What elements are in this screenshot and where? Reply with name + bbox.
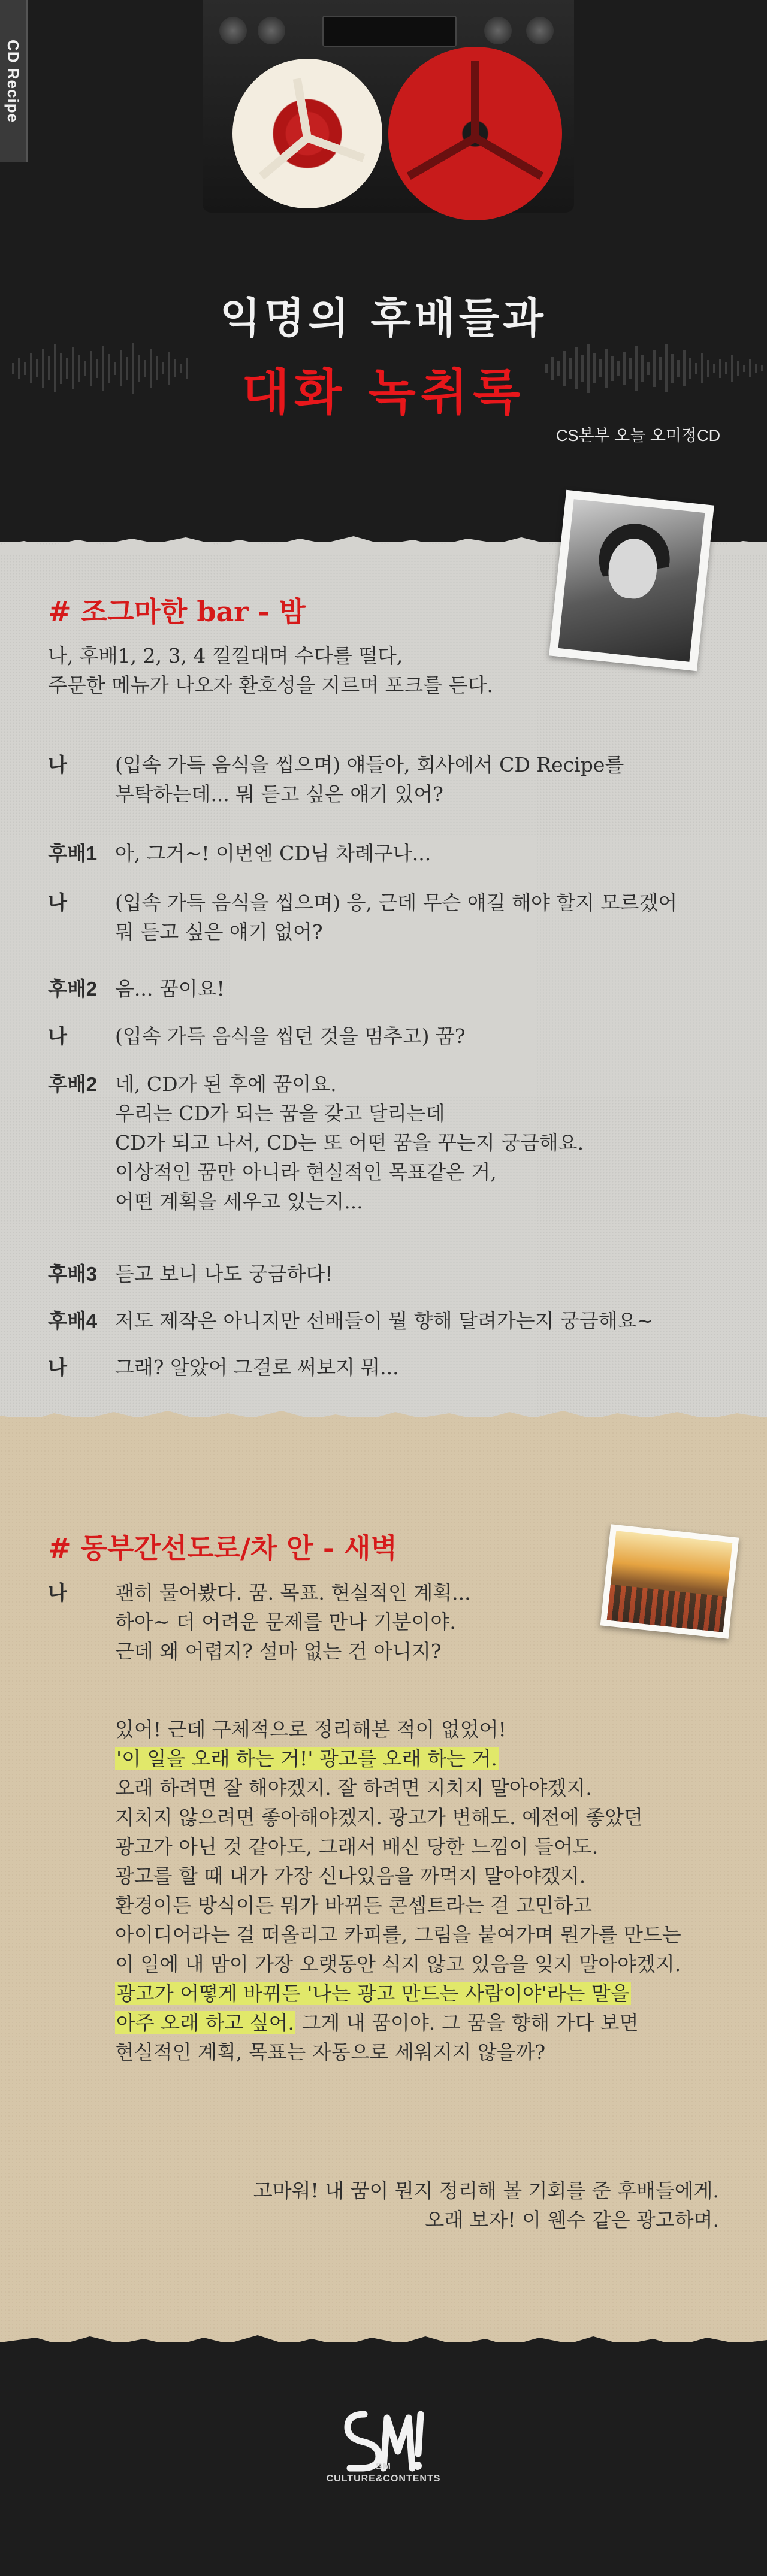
dialogue-line: 음... 꿈이요! — [115, 977, 225, 1000]
monologue-line — [115, 2008, 738, 2037]
monologue-line: 아이디어라는 걸 떠올리고 카피를, 그림을 붙여가며 뭔가를 만드는 — [115, 1923, 681, 1946]
monologue-block — [48, 1578, 719, 1666]
dialogue-row — [48, 1259, 719, 1289]
company-name — [0, 2461, 767, 2485]
page-title-line2: 대화 녹취록 — [241, 364, 526, 421]
dialogue-row — [48, 1353, 719, 1382]
dialogue-row — [48, 1069, 719, 1216]
dialogue-row — [48, 839, 719, 868]
deck-display — [322, 16, 457, 47]
sign-off-line: 고마워! 내 꿈이 뭔지 정리해 볼 기회를 준 후배들에게. — [253, 2179, 719, 2202]
company-name-line1: SM — [376, 2462, 391, 2472]
dialogue-line: 어떤 계획을 세우고 있는지... — [115, 1190, 363, 1213]
monologue-line: 오래 하려면 잘 해야겠지. 잘 하려면 지치지 말아야겠지. — [115, 1776, 592, 1800]
speaker-label: 후배3 — [48, 1263, 98, 1285]
highlighted-text: '이 일을 오래 하는 거!' 광고를 오래 하는 거. — [116, 1747, 497, 1770]
speaker-label: 나 — [48, 891, 67, 914]
speaker-label: 후배1 — [48, 842, 98, 864]
section1-title: # 조그마한 bar - 밤 — [48, 595, 306, 628]
dialogue-line: 부탁하는데... 뭐 듣고 싶은 얘기 있어? — [115, 782, 443, 806]
dialogue-line: (입속 가득 음식을 씹으며) 응, 근데 무슨 얘길 해야 할지 모르겠어 — [115, 891, 678, 914]
dialogue-row — [48, 974, 719, 1003]
dialogue-row — [48, 1306, 719, 1335]
dialogue-line: 이상적인 꿈만 아니라 현실적인 목표같은 거, — [115, 1160, 497, 1184]
dialogue-line: 듣고 보니 나도 궁금하다! — [115, 1262, 333, 1286]
speaker-label: 후배2 — [48, 1073, 98, 1095]
white-reel-icon — [232, 59, 382, 208]
deck-knob-icon — [484, 17, 512, 44]
monologue-line: 현실적인 계획, 목표는 자동으로 세워지지 않을까? — [115, 2040, 546, 2064]
monologue-line: 괜히 물어봤다. 꿈. 목표. 현실적인 계획... — [115, 1581, 471, 1604]
dialogue-line: 저도 제작은 아니지만 선배들이 뭘 향해 달려가는지 궁금해요~ — [115, 1309, 654, 1332]
dialogue-line: 뭐 듣고 싶은 얘기 없어? — [115, 920, 323, 944]
sign-off — [168, 2176, 719, 2235]
dialogue-line: 네, CD가 된 후에 꿈이요. — [115, 1072, 337, 1096]
speaker-label: 나 — [48, 754, 67, 776]
dialogue-line: (입속 가득 음식을 씹으며) 얘들아, 회사에서 CD Recipe를 — [115, 753, 624, 776]
dialogue-line: 아, 그거~! 이번엔 CD님 차례구나... — [115, 842, 431, 865]
company-name-line2: CULTURE&CONTENTS — [326, 2474, 441, 2484]
section1-intro — [48, 641, 647, 700]
sign-off-line: 오래 보자! 이 웬수 같은 광고하며. — [425, 2208, 719, 2232]
deck-knob-icon — [526, 17, 554, 44]
dialogue-line: 그래? 알았어 그걸로 써보지 뭐... — [115, 1356, 399, 1379]
intro-line: 나, 후배1, 2, 3, 4 낄낄대며 수다를 떨다, — [48, 644, 403, 667]
dialogue-line: 우리는 CD가 되는 꿈을 갖고 달리는데 — [115, 1102, 445, 1125]
speaker-label: 후배2 — [48, 978, 98, 1000]
monologue-line: 이 일에 내 맘이 가장 오랫동안 식지 않고 있음을 잊지 말아야겠지. — [115, 1952, 681, 1976]
page-title-line1: 익명의 후배들과 — [220, 293, 547, 343]
speaker-label: 나 — [48, 1356, 67, 1378]
monologue-line: 광고가 아닌 것 같아도, 그래서 배신 당한 느낌이 들어도. — [115, 1835, 599, 1858]
speaker-label: 후배4 — [48, 1310, 98, 1332]
highlighted-text: 광고가 어떻게 바뀌든 '나는 광고 만드는 사람이야'라는 말을 — [116, 1982, 630, 2005]
dialogue-row — [48, 888, 719, 947]
dialogue-row — [48, 750, 719, 809]
red-reel-icon — [388, 47, 562, 220]
monologue-line — [115, 1979, 738, 2008]
header — [0, 0, 767, 542]
monologue-line: 하아~ 더 어려운 문제를 만나 기분이야. — [115, 1610, 456, 1634]
deck-knob-icon — [219, 17, 247, 44]
highlighted-text: 아주 오래 하고 싶어. — [116, 2011, 294, 2034]
monologue-line: 지치지 않으려면 좋아해야겠지. 광고가 변해도. 예전에 좋았던 — [115, 1806, 643, 1829]
cd-recipe-tab — [0, 0, 28, 162]
monologue-line: 광고를 할 때 내가 가장 신나있음을 까먹지 말아야겠지. — [115, 1864, 586, 1888]
monologue-line: 환경이든 방식이든 뭐가 바뀌든 콘셉트라는 걸 고민하고 — [115, 1894, 593, 1917]
monologue-line: 있어! 근데 구체적으로 정리해본 적이 없었어! — [115, 1718, 506, 1741]
monologue-line: 근데 왜 어렵지? 설마 없는 건 아니지? — [115, 1640, 442, 1663]
author-byline: CS본부 오늘 오미정CD — [556, 427, 721, 445]
intro-line: 주문한 메뉴가 나오자 환호성을 지르며 포크를 든다. — [48, 673, 493, 697]
cd-recipe-tab-label: CD Recipe — [4, 39, 23, 123]
dialogue-row — [48, 1021, 719, 1051]
monologue-line — [115, 1744, 738, 1773]
section2-title: # 동부간선도로/차 안 - 새벽 — [48, 1532, 397, 1564]
dialogue-line: (입속 가득 음식을 씹던 것을 멈추고) 꿈? — [115, 1024, 466, 1048]
speaker-label: 나 — [48, 1025, 67, 1047]
monologue-block-2 — [115, 1715, 738, 2067]
dialogue-line: CD가 되고 나서, CD는 또 어떤 꿈을 꾸는지 궁금해요. — [115, 1131, 584, 1154]
deck-knob-icon — [258, 17, 285, 44]
speaker-label: 나 — [48, 1582, 67, 1604]
monologue-text: 그게 내 꿈이야. 그 꿈을 향해 가다 보면 — [295, 2011, 639, 2034]
